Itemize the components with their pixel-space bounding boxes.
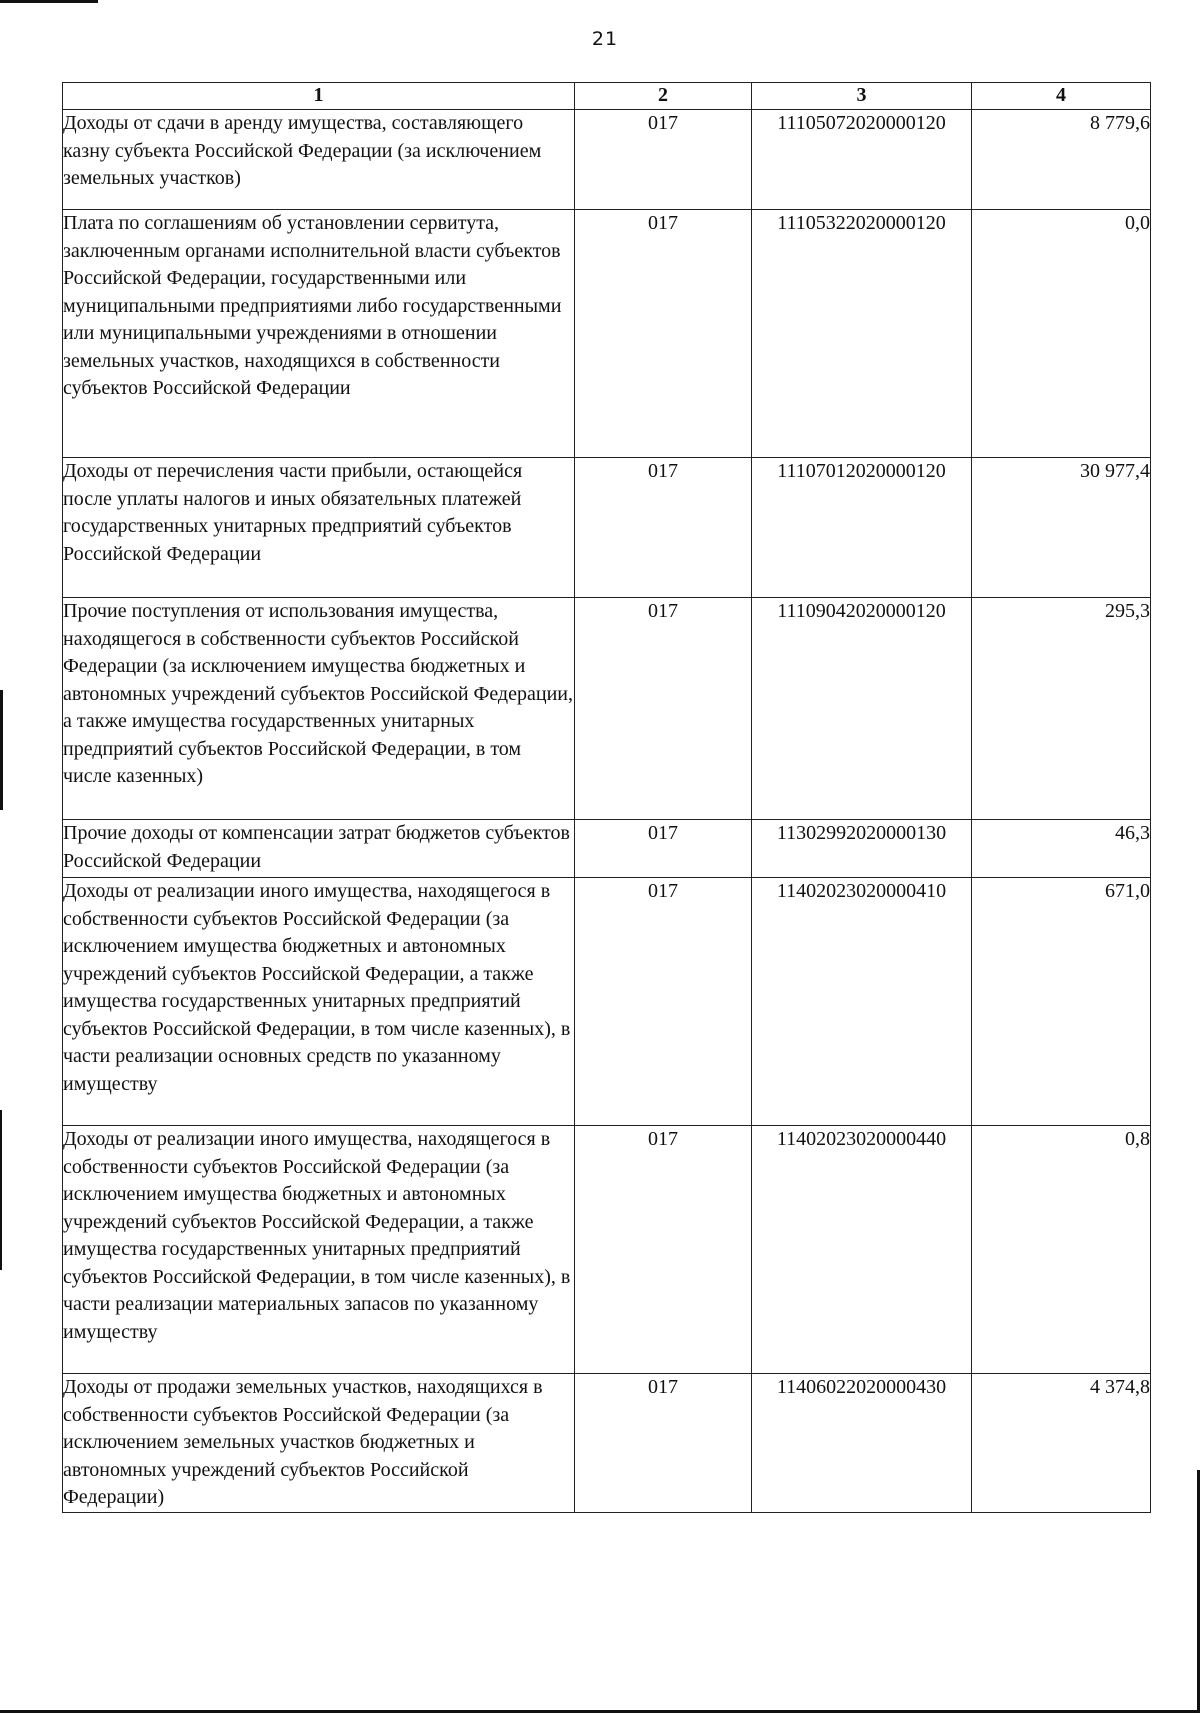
page-number: 21 — [591, 28, 619, 50]
row-budget-code: 11107012020000120 — [752, 458, 972, 598]
scan-edge-top — [0, 0, 98, 3]
row-admin-code: 017 — [575, 598, 752, 820]
row-description: Прочие поступления от использования имущества, находящегося в собственности субъектов Российской Федерации (за исключением имущества бюджетных и автономных учреждений субъектов Российской Федерации, а также имущества государственных унитарных предприятий субъектов Российской Федерации, в том числе казенных) — [63, 598, 575, 820]
row-admin-code: 017 — [575, 1126, 752, 1374]
header-col-1: 1 — [63, 83, 575, 110]
row-description: Доходы от перечисления части прибыли, остающейся после уплаты налогов и иных обязательных платежей государственных унитарных предприятий субъектов Российской Федерации — [63, 458, 575, 598]
table-row — [63, 110, 1151, 210]
row-budget-code: 11105322020000120 — [752, 210, 972, 458]
table-row — [63, 820, 1151, 878]
row-admin-code: 017 — [575, 1374, 752, 1513]
row-budget-code: 11109042020000120 — [752, 598, 972, 820]
row-admin-code: 017 — [575, 878, 752, 1126]
row-admin-code: 017 — [575, 210, 752, 458]
table-row — [63, 598, 1151, 820]
row-budget-code: 11302992020000130 — [752, 820, 972, 878]
row-admin-code: 017 — [575, 820, 752, 878]
table-row — [63, 1126, 1151, 1374]
row-amount: 295,3 — [972, 598, 1151, 820]
row-amount: 0,8 — [972, 1126, 1151, 1374]
table-header-row — [63, 83, 1151, 110]
row-admin-code: 017 — [575, 110, 752, 210]
row-amount: 4 374,8 — [972, 1374, 1151, 1513]
table-row — [63, 1374, 1151, 1513]
header-col-4: 4 — [972, 83, 1151, 110]
row-description: Доходы от реализации иного имущества, находящегося в собственности субъектов Российской Федерации (за исключением имущества бюджетных и автономных учреждений субъектов Российской Федерации, а также имущества государственных унитарных предприятий субъектов Российской Федерации, в том числе казенных), в части реализации основных средств по указанному имуществу — [63, 878, 575, 1126]
row-budget-code: 11402023020000410 — [752, 878, 972, 1126]
table-row — [63, 878, 1151, 1126]
row-description: Прочие доходы от компенсации затрат бюджетов субъектов Российской Федерации — [63, 820, 575, 878]
table-row — [63, 210, 1151, 458]
row-amount: 46,3 — [972, 820, 1151, 878]
scan-edge-left-lower — [0, 1110, 2, 1270]
scan-edge-bottom — [0, 1710, 1200, 1713]
row-description: Доходы от продажи земельных участков, находящихся в собственности субъектов Российской Федерации (за исключением земельных участков бюджетных и автономных учреждений субъектов Российской Федерации) — [63, 1374, 575, 1513]
row-budget-code: 11402023020000440 — [752, 1126, 972, 1374]
row-amount: 0,0 — [972, 210, 1151, 458]
row-admin-code: 017 — [575, 458, 752, 598]
row-description: Доходы от реализации иного имущества, находящегося в собственности субъектов Российской Федерации (за исключением имущества бюджетных и автономных учреждений субъектов Российской Федерации, а также имущества государственных унитарных предприятий субъектов Российской Федерации, в том числе казенных), в части реализации материальных запасов по указанному имуществу — [63, 1126, 575, 1374]
header-col-2: 2 — [575, 83, 752, 110]
row-amount: 30 977,4 — [972, 458, 1151, 598]
row-description: Плата по соглашениям об установлении сервитута, заключенным органами исполнительной власти субъектов Российской Федерации, государственными или муниципальными предприятиями либо государственными или муниципальными учреждениями в отношении земельных участков, находящихся в собственности субъектов Российской Федерации — [63, 210, 575, 458]
revenue-table — [62, 82, 1151, 1513]
row-description: Доходы от сдачи в аренду имущества, составляющего казну субъекта Российской Федерации (за исключением земельных участков) — [63, 110, 575, 210]
row-budget-code: 11105072020000120 — [752, 110, 972, 210]
header-col-3: 3 — [752, 83, 972, 110]
row-budget-code: 11406022020000430 — [752, 1374, 972, 1513]
scan-edge-left — [0, 690, 3, 810]
row-amount: 671,0 — [972, 878, 1151, 1126]
table-row — [63, 458, 1151, 598]
row-amount: 8 779,6 — [972, 110, 1151, 210]
